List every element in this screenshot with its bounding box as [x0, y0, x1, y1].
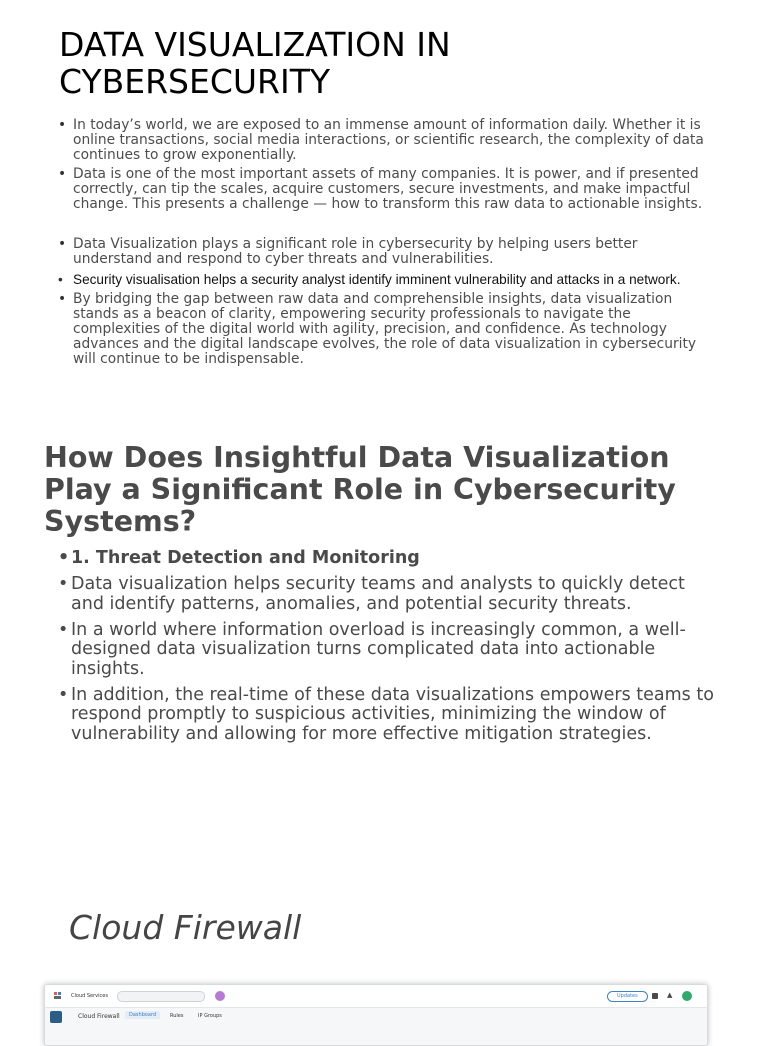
intro-bullet-list — [58, 118, 718, 212]
logo-icon — [53, 991, 63, 1001]
section-heading: How Does Insightful Data Visualization Play a Significant Role in Cybersecurity Systems? — [44, 441, 676, 538]
user-avatar[interactable] — [682, 991, 692, 1001]
list-item: • Data Visualization plays a significant role in cybersecurity by helping users better understand and respond to cyber threats and vulnerabilities. — [58, 237, 718, 267]
slide-title: DATA VISUALIZATION IN CYBERSECURITY — [59, 25, 451, 101]
cloud-firewall-screenshot — [44, 984, 708, 1046]
avatar[interactable] — [215, 991, 225, 1001]
bell-icon[interactable]: ▲ — [667, 991, 673, 999]
figure-caption: Cloud Firewall — [69, 908, 302, 947]
section-bullet-list — [58, 549, 718, 751]
page-title: Cloud Firewall — [78, 1013, 120, 1020]
list-item: • Data is one of the most important assets of many companies. It is power, and if presented correctly, can tip the scales, acquire customers, secure investments, and make impactful change. This presents a challenge — how to transform this raw data to actionable insights. — [58, 167, 718, 212]
role-bullet-list — [58, 237, 718, 367]
search-input[interactable] — [117, 991, 205, 1002]
tab-ip-groups[interactable]: IP Groups — [198, 1013, 222, 1019]
list-item: • In addition, the real-time of these data visualizations empowers teams to respond promptly to suspicious activities, minimizing the window of vulnerability and allowing for more effective mitigation strategies. — [58, 686, 718, 745]
updates-button[interactable]: Updates — [607, 991, 648, 1002]
list-item: • Data visualization helps security teams and analysts to quickly detect and identify patterns, anomalies, and potential security threats. — [58, 575, 718, 614]
grid-icon[interactable] — [652, 993, 658, 999]
list-item: • In today’s world, we are exposed to an immense amount of information daily. Whether it is online transactions, social media interactions, or scientific research, the complexity of data continues to grow exponentially. — [58, 118, 718, 163]
tab-dashboard[interactable]: Dashboard — [125, 1011, 160, 1019]
list-item: • In a world where information overload is increasingly common, a well-designed data visualization turns complicated data into actionable insights. — [58, 621, 718, 680]
tab-rules[interactable]: Rules — [170, 1013, 184, 1019]
list-item: • By bridging the gap between raw data and comprehensible insights, data visualization stands as a beacon of clarity, empowering security professionals to navigate the complexities of the digital world with agility, precision, and confidence. As technology advances and the digital landscape evolves, the role of data visualization in cybersecurity will continue to be indispensable. — [58, 292, 718, 367]
logo-text: Cloud Services — [71, 993, 108, 999]
list-item: • Security visualisation helps a security analyst identify imminent vulnerability and attacks in a network. — [58, 272, 718, 288]
list-item: • 1. Threat Detection and Monitoring — [58, 549, 718, 569]
screenshot-top-bar — [45, 985, 707, 1008]
sidebar-icon[interactable] — [50, 1011, 62, 1023]
